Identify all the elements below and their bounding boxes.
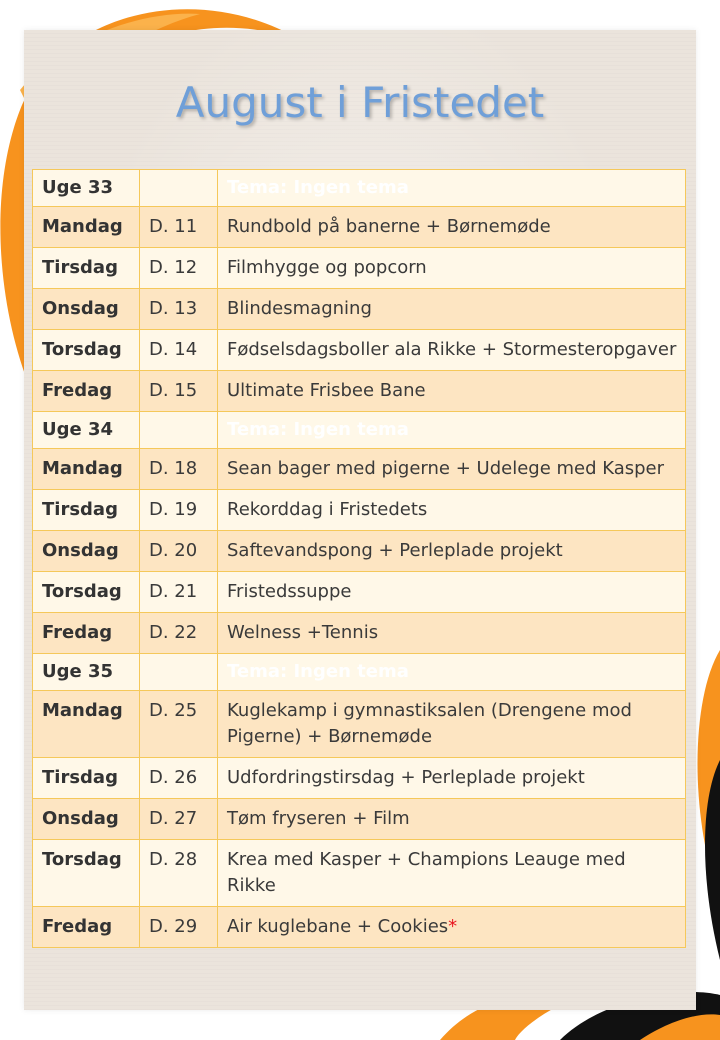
day-activity [218,691,686,758]
day-date: D. 25 [140,691,218,758]
activity-text: Rekorddag i Fristedets [227,499,428,520]
activity-text: Air kuglebane + Cookies [227,916,449,937]
day-row [33,371,686,412]
day-name: Tirsdag [33,758,140,799]
day-activity [218,613,686,654]
day-row [33,572,686,613]
day-row [33,531,686,572]
activity-text: Ultimate Frisbee Bane [227,380,426,401]
day-name: Tirsdag [33,248,140,289]
week-label: Uge 35 [33,654,140,691]
activity-text: Fristedssuppe [227,581,352,602]
week-header-row [33,412,686,449]
day-row [33,907,686,948]
day-date: D. 15 [140,371,218,412]
day-name: Onsdag [33,289,140,330]
day-activity [218,289,686,330]
day-date: D. 13 [140,289,218,330]
week-theme: Tema: Ingen tema [218,654,686,691]
day-row [33,289,686,330]
day-date: D. 21 [140,572,218,613]
day-activity [218,371,686,412]
day-row [33,248,686,289]
activity-text: Tøm fryseren + Film [227,808,410,829]
day-row [33,758,686,799]
day-name: Mandag [33,691,140,758]
day-name: Tirsdag [33,490,140,531]
schedule-body [33,170,686,948]
day-activity [218,531,686,572]
activity-text: Kuglekamp i gymnastiksalen (Drengene mod Pigerne) + Børnemøde [227,700,632,747]
day-name: Fredag [33,613,140,654]
week-header-row [33,654,686,691]
day-row [33,613,686,654]
week-label: Uge 33 [33,170,140,207]
day-name: Fredag [33,907,140,948]
activity-text: Rundbold på banerne + Børnemøde [227,216,551,237]
week-date [140,170,218,207]
day-row [33,330,686,371]
day-name: Onsdag [33,531,140,572]
day-row [33,691,686,758]
activity-text: Krea med Kasper + Champions Leauge med Rikke [227,849,626,896]
day-name: Mandag [33,449,140,490]
day-activity [218,207,686,248]
day-date: D. 22 [140,613,218,654]
activity-text: Filmhygge og popcorn [227,257,427,278]
day-date: D. 18 [140,449,218,490]
day-activity [218,572,686,613]
week-label: Uge 34 [33,412,140,449]
day-activity [218,799,686,840]
day-activity [218,840,686,907]
day-activity [218,490,686,531]
day-row [33,207,686,248]
activity-text: Welness +Tennis [227,622,379,643]
activity-text: Udfordringstirsdag + Perleplade projekt [227,767,585,788]
day-name: Onsdag [33,799,140,840]
day-activity [218,330,686,371]
day-date: D. 14 [140,330,218,371]
day-date: D. 27 [140,799,218,840]
day-date: D. 11 [140,207,218,248]
activity-text: Sean bager med pigerne + Udelege med Kasper [227,458,665,479]
day-activity [218,907,686,948]
day-activity [218,449,686,490]
day-name: Torsdag [33,840,140,907]
day-activity [218,248,686,289]
day-date: D. 20 [140,531,218,572]
day-date: D. 28 [140,840,218,907]
day-row [33,449,686,490]
schedule-table [32,169,686,948]
day-activity [218,758,686,799]
activity-text: Fødselsdagsboller ala Rikke + Stormesteropgaver [227,339,677,360]
day-date: D. 26 [140,758,218,799]
week-date [140,654,218,691]
week-header-row [33,170,686,207]
day-row [33,840,686,907]
week-date [140,412,218,449]
day-date: D. 12 [140,248,218,289]
day-name: Fredag [33,371,140,412]
week-theme: Tema: Ingen tema [218,170,686,207]
day-date: D. 19 [140,490,218,531]
day-name: Torsdag [33,330,140,371]
day-name: Torsdag [33,572,140,613]
activity-text: Blindesmagning [227,298,372,319]
day-row [33,490,686,531]
page-title: August i Fristedet [175,78,545,127]
day-name: Mandag [33,207,140,248]
day-date: D. 29 [140,907,218,948]
day-row [33,799,686,840]
asterisk-mark: * [448,916,458,937]
week-theme: Tema: Ingen tema [218,412,686,449]
activity-text: Saftevandspong + Perleplade projekt [227,540,563,561]
